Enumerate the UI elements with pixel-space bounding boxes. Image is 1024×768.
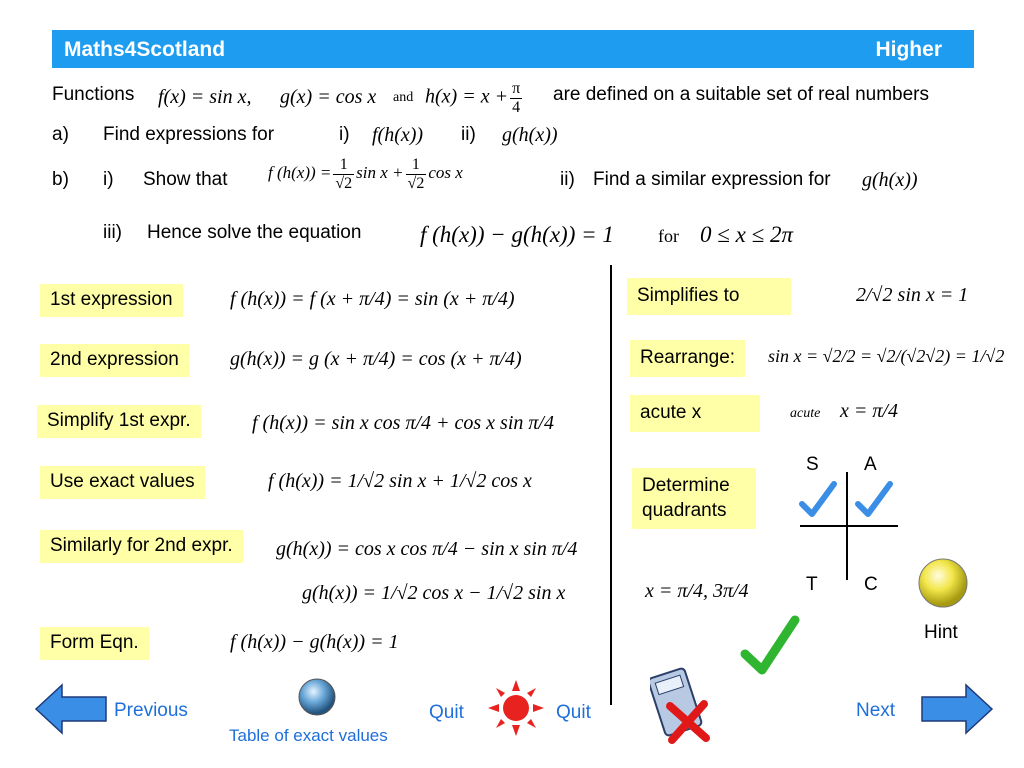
part-b-iii-text: Hence solve the equation [147, 222, 362, 243]
site-title: Maths4Scotland [64, 38, 226, 61]
quadrant-axis-horizontal [800, 525, 898, 527]
step-label-2[interactable]: 2nd expression [40, 344, 189, 377]
step-expr-5a: g(h(x)) = cos x cos π/4 − sin x sin π/4 [276, 538, 578, 560]
title-bar [52, 30, 974, 68]
functions-label: Functions [52, 84, 135, 105]
step-acute-word: acute [790, 406, 821, 421]
previous-link[interactable]: Previous [114, 700, 188, 721]
part-b-ii-expr: g(h(x)) [862, 169, 918, 191]
quadrant-s: S [806, 454, 819, 475]
hint-icon[interactable] [916, 556, 970, 610]
part-b-label: b) [52, 169, 69, 190]
quit-link-left[interactable]: Quit [429, 702, 464, 723]
step-expr-1: f (h(x)) = f (x + π/4) = sin (x + π/4) [230, 288, 515, 310]
part-b-ii: ii) [560, 169, 575, 190]
step-label-9[interactable]: acute x [630, 395, 760, 432]
solution-expression: x = π/4, 3π/4 [645, 580, 749, 602]
previous-arrow-icon[interactable] [34, 683, 108, 735]
show-that-expression: f (h(x)) = $\frac{1}{√2}$ sin x + $\frac{1}{√2}$ cos x [268, 156, 463, 192]
next-link[interactable]: Next [856, 700, 896, 721]
step-expr-3: f (h(x)) = sin x cos π/4 + cos x sin π/4 [252, 412, 554, 434]
intro-tail: are defined on a suitable set of real numbers [553, 84, 930, 105]
step-expr-5b: g(h(x)) = 1/√2 cos x − 1/√2 sin x [302, 582, 566, 604]
step-label-4[interactable]: Use exact values [40, 466, 205, 499]
step-expr-9: x = π/4 [840, 400, 898, 422]
f-definition: f(x) = sin x, [158, 86, 252, 108]
step-expr-7: 2/√2 sin x = 1 [856, 284, 969, 306]
step-label-6[interactable]: Form Eqn. [40, 627, 149, 660]
divider [610, 265, 612, 705]
level-label: Higher [875, 38, 942, 61]
part-a-text: Find expressions for [103, 124, 275, 145]
range: 0 ≤ x ≤ 2π [700, 222, 793, 247]
hint-label[interactable]: Hint [924, 622, 958, 643]
step-label-1[interactable]: 1st expression [40, 284, 183, 317]
for-word: for [658, 226, 679, 246]
step-label-7[interactable]: Simplifies to [627, 278, 791, 315]
step-expr-6: f (h(x)) − g(h(x)) = 1 [230, 631, 399, 653]
check-icon-a [854, 480, 894, 520]
part-a-ii-expr: g(h(x)) [502, 124, 558, 146]
quadrant-a: A [864, 454, 877, 475]
step-expr-4: f (h(x)) = 1/√2 sin x + 1/√2 cos x [268, 470, 532, 492]
step-label-5[interactable]: Similarly for 2nd expr. [40, 530, 243, 563]
quit-link-right[interactable]: Quit [556, 702, 591, 723]
part-a-label: a) [52, 124, 69, 145]
part-b-i: i) [103, 169, 114, 190]
no-calculator-icon [650, 664, 714, 746]
check-icon-s [798, 480, 838, 520]
equation: f (h(x)) − g(h(x)) = 1 [420, 222, 614, 247]
step-label-8[interactable]: Rearrange: [630, 340, 745, 377]
quadrant-axis-vertical [846, 472, 848, 580]
part-b-i-text: Show that [143, 169, 228, 190]
part-a-i-expr: f(h(x)) [372, 124, 424, 146]
g-definition: g(x) = cos x [280, 86, 377, 108]
next-arrow-icon[interactable] [920, 683, 994, 735]
part-a-ii: ii) [461, 124, 476, 145]
h-definition: h(x) = x + $\frac{\pi}{4}$ [425, 80, 521, 116]
step-label-10[interactable]: Determine quadrants [632, 468, 756, 529]
quadrant-c: C [864, 574, 878, 595]
quadrant-t: T [806, 574, 818, 595]
part-b-ii-text: Find a similar expression for [593, 169, 831, 190]
table-of-values-icon[interactable] [296, 676, 338, 718]
step-label-3[interactable]: Simplify 1st expr. [37, 405, 201, 438]
table-of-values-link[interactable]: Table of exact values [229, 726, 388, 745]
quit-sun-icon[interactable] [486, 678, 546, 738]
step-expr-2: g(h(x)) = g (x + π/4) = cos (x + π/4) [230, 348, 522, 370]
and-word: and [393, 90, 414, 105]
part-a-i: i) [339, 124, 350, 145]
big-check-icon [740, 614, 800, 676]
part-b-iii: iii) [103, 222, 122, 243]
step-expr-8: sin x = √2/2 = √2/(√2√2) = 1/√2 [768, 346, 1005, 366]
